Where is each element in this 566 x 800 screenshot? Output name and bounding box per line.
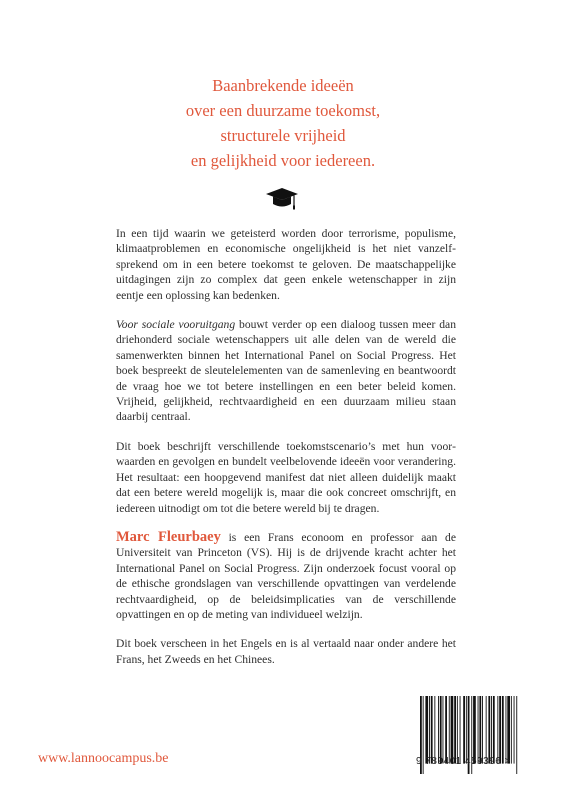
barcode-bar [478,696,479,764]
barcode-bar [460,696,461,764]
barcode-bar [451,696,454,764]
intro-paragraph: In een tijd waarin we geteisterd worden door terrorisme, populisme, klimaatproblemen en economische ongelijkheid is het niet vanzelfsprekend om in een betere toekomst te geloven. De maatschappelijke uitdagingen zijn zo complex dat geen enkele wetenschapper in zijn eentje een oplossing kan bedenken. [116,227,456,302]
book-paragraph [116,317,456,425]
barcode-bar [514,696,515,764]
tagline-line-2: over een duurzame toekomst, [185,101,381,120]
barcode-bar [457,696,458,764]
barcode-bar [438,696,439,764]
tagline-line-1: Baanbrekende ideeën [212,76,354,95]
barcode-bar [502,696,504,764]
barcode-bar [445,696,447,764]
isbn-number: 9 789401 459396 > [416,756,511,767]
barcode-bar [497,696,498,764]
graduation-cap-icon [264,186,300,214]
tagline-line-3: structurele vrijheid [220,126,346,145]
barcode-bar [511,696,512,764]
author-paragraph [116,530,456,622]
barcode-bar [454,696,456,764]
book-title: Voor sociale vooruitgang [116,318,236,332]
barcode-bar [506,696,507,764]
barcode-bar [466,696,467,764]
author-bio: is een Frans econoom en professor aan de Universiteit van Princeton (VS). Hij is de drijvende kracht achter het International Panel on Social Progress. Zijn onderzoek focust vooral op de ethische grondslagen van verschillende opvattingen van verdelende rechtvaardigheid, op de beleidsimplicaties van de verschillende opvattingen en op de meting van individueel welzijn. [116,530,456,621]
translation-paragraph: Dit boek verscheen in het Engels en is al vertaald naar onder andere het Frans, het Zweeds en het Chinees. [116,637,456,666]
author-name: Marc Fleurbaey [116,528,221,545]
barcode-bar [493,696,495,764]
barcode-bar [440,696,442,764]
barcode-bar [463,696,465,764]
barcode-bar [499,696,501,764]
publisher-website[interactable]: www.lannoocampus.be [38,751,169,766]
barcode-bar [479,696,481,764]
barcode-bar [491,696,492,764]
barcode-bar [507,696,510,764]
barcode-bar [488,696,490,764]
barcode-bar [482,696,483,764]
barcode-bar [431,696,433,764]
book-description: bouwt verder op een dialoog tussen meer dan driehonderd sociale wetenschappers uit alle delen van de wereld die samenwerkten binnen het International Panel on Social Progress. Het boek bespreekt de sleutelelementen van de samenleving en beantwoordt de vraag hoe we tot betere instellingen en een beter beleid komen. Vrijheid, gelijkheid, rechtvaardigheid en een duurzaam milieu staan daarbij centraal. [116,318,457,424]
back-cover-text [116,226,456,681]
barcode-bar [429,696,430,764]
tagline [0,73,566,173]
barcode-bar [449,696,450,764]
barcode-bar [425,696,428,764]
barcode-bar [443,696,444,764]
scenarios-paragraph: Dit boek beschrijft verschillende toekomstscenario’s met hun voorwaarden en gevolgen en bundelt veelbelovende ideeën voor verandering. Het resultaat: een hoopgevend manifest dat niet alleen duidelijk maakt dat een betere wereld mogelijk is, maar die ook concreet omschrijft, en iedereen uitnodigt om tot die betere wereld bij te dragen. [116,439,456,515]
barcode-bar [434,696,435,764]
barcode-bar [473,696,476,764]
barcode-bar [486,696,487,764]
tagline-line-4: en gelijkheid voor iedereen. [190,151,376,170]
